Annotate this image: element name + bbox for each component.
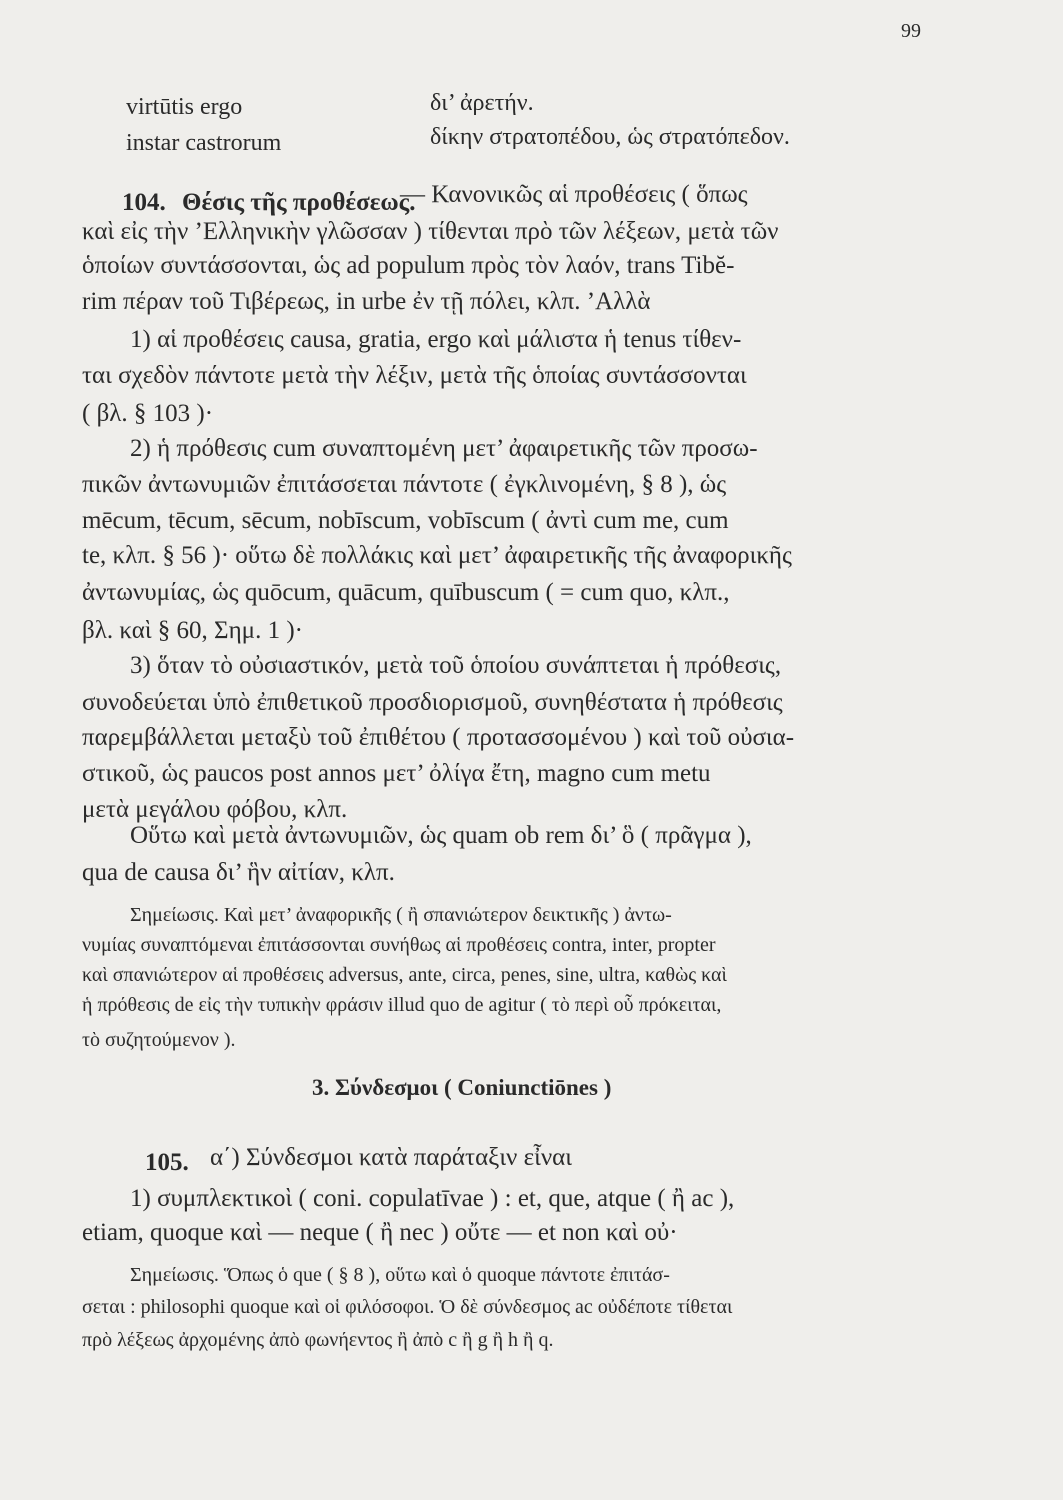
text-line: πικῶν ἀντωνυμιῶν ἐπιτάσσεται πάντοτε ( ἐγκλινομένη, § 8 ), ὡς — [82, 471, 727, 498]
text-line: ( βλ. § 103 )· — [82, 400, 214, 427]
text-line: etiam, quoque καὶ — neque ( ἢ nec ) οὔτε — et non καὶ οὐ· — [82, 1219, 678, 1246]
text-line: 1) συμπλεκτικοὶ ( coni. copulatīvae ) : et, que, atque ( ἢ ac ), — [130, 1185, 735, 1212]
note-line: νυμίας συναπτόμεναι ἐπιτάσσονται συνήθως αἱ προθέσεις contra, inter, propter — [82, 934, 716, 956]
text-line: βλ. καὶ § 60, Σημ. 1 )· — [82, 617, 303, 644]
table-latin-2: instar castrorum — [126, 130, 282, 156]
note-line: Σημείωσις. Καὶ μετ’ ἀναφορικῆς ( ἢ σπανιώτερον δεικτικῆς ) ἀντω- — [130, 904, 672, 926]
text-line: qua de causa δι’ ἣν αἰτίαν, κλπ. — [82, 859, 395, 886]
page-number: 99 — [901, 20, 921, 42]
note-line: ἡ πρόθεσις de εἰς τὴν τυπικὴν φράσιν illud quo de agitur ( τὸ περὶ οὗ πρόκειται, — [82, 994, 722, 1016]
text-line: παρεμβάλλεται μεταξὺ τοῦ ἐπιθέτου ( προτασσομένου ) καὶ τοῦ οὐσια- — [82, 724, 795, 751]
text-line: στικοῦ, ὡς paucos post annos μετ’ ὀλίγα ἔτη, magno cum metu — [82, 760, 711, 787]
note-line: σεται : philosophi quoque καὶ οἱ φιλόσοφοι. Ὁ δὲ σύνδεσμος ac οὐδέποτε τίθεται — [82, 1296, 733, 1318]
text-line: ἀντωνυμίας, ὡς quōcum, quācum, quībuscum ( = cum quo, κλπ., — [82, 579, 730, 606]
section-104-title: Θέσις τῆς προθέσεως. — [182, 189, 416, 216]
text-line: 2) ἡ πρόθεσις cum συναπτομένη μετ’ ἀφαιρετικῆς τῶν προσω- — [130, 435, 758, 462]
text-line: te, κλπ. § 56 )· οὕτω δὲ πολλάκις καὶ μετ’ ἀφαιρετικῆς τῆς ἀναφορικῆς — [82, 542, 792, 569]
text-line: α΄) Σύνδεσμοι κατὰ παράταξιν εἶναι — [210, 1144, 572, 1171]
text-line: 3) ὅταν τὸ οὐσιαστικόν, μετὰ τοῦ ὁποίου συνάπτεται ἡ πρόθεσις, — [130, 652, 782, 679]
text-line: — Κανονικῶς αἱ προθέσεις ( ὅπως — [400, 181, 748, 208]
text-line: mēcum, tēcum, sēcum, nobīscum, vobīscum ( ἀντὶ cum me, cum — [82, 507, 729, 534]
table-latin-1: virtūtis ergo — [126, 94, 243, 120]
text-line: rim πέραν τοῦ Τιβέρεως, in urbe ἐν τῇ πόλει, κλπ. ’Αλλὰ — [82, 288, 651, 315]
table-greek-2: δίκην στρατοπέδου, ὡς στρατόπεδον. — [430, 124, 790, 150]
text-line: συνοδεύεται ὑπὸ ἐπιθετικοῦ προσδιορισμοῦ, συνηθέστατα ἡ πρόθεσις — [82, 689, 783, 716]
note-line: Σημείωσις. Ὅπως ὁ que ( § 8 ), οὕτω καὶ ὁ quoque πάντοτε ἐπιτάσ- — [130, 1264, 670, 1286]
note-line: πρὸ λέξεως ἀρχομένης ἀπὸ φωνήεντος ἢ ἀπὸ c ἢ g ἢ h ἢ q. — [82, 1329, 554, 1351]
note-line: τὸ συζητούμενον ). — [82, 1029, 236, 1051]
text-line: ται σχεδὸν πάντοτε μετὰ τὴν λέξιν, μετὰ τῆς ὁποίας συντάσσονται — [82, 362, 747, 389]
text-line: 1) αἱ προθέσεις causa, gratia, ergo καὶ μάλιστα ἡ tenus τίθεν- — [130, 326, 742, 353]
section-heading: 3. Σύνδεσμοι ( Coniunctiōnes ) — [312, 1075, 612, 1100]
section-105-number: 105. — [145, 1149, 189, 1176]
note-line: καὶ σπανιώτερον αἱ προθέσεις adversus, ante, circa, penes, sine, ultra, καθὼς καὶ — [82, 964, 727, 986]
text-line: ὁποίων συντάσσονται, ὡς ad populum πρὸς τὸν λαόν, trans Tibĕ- — [82, 252, 735, 279]
table-greek-1: δι’ ἀρετήν. — [430, 90, 534, 116]
section-104-number: 104. — [122, 189, 166, 216]
text-line: Οὕτω καὶ μετὰ ἀντωνυμιῶν, ὡς quam ob rem δι’ ὃ ( πρᾶγμα ), — [130, 822, 752, 849]
text-line: μετὰ μεγάλου φόβου, κλπ. — [82, 796, 348, 823]
text-line: καὶ εἰς τὴν ’Ελληνικὴν γλῶσσαν ) τίθενται πρὸ τῶν λέξεων, μετὰ τῶν — [82, 218, 779, 245]
